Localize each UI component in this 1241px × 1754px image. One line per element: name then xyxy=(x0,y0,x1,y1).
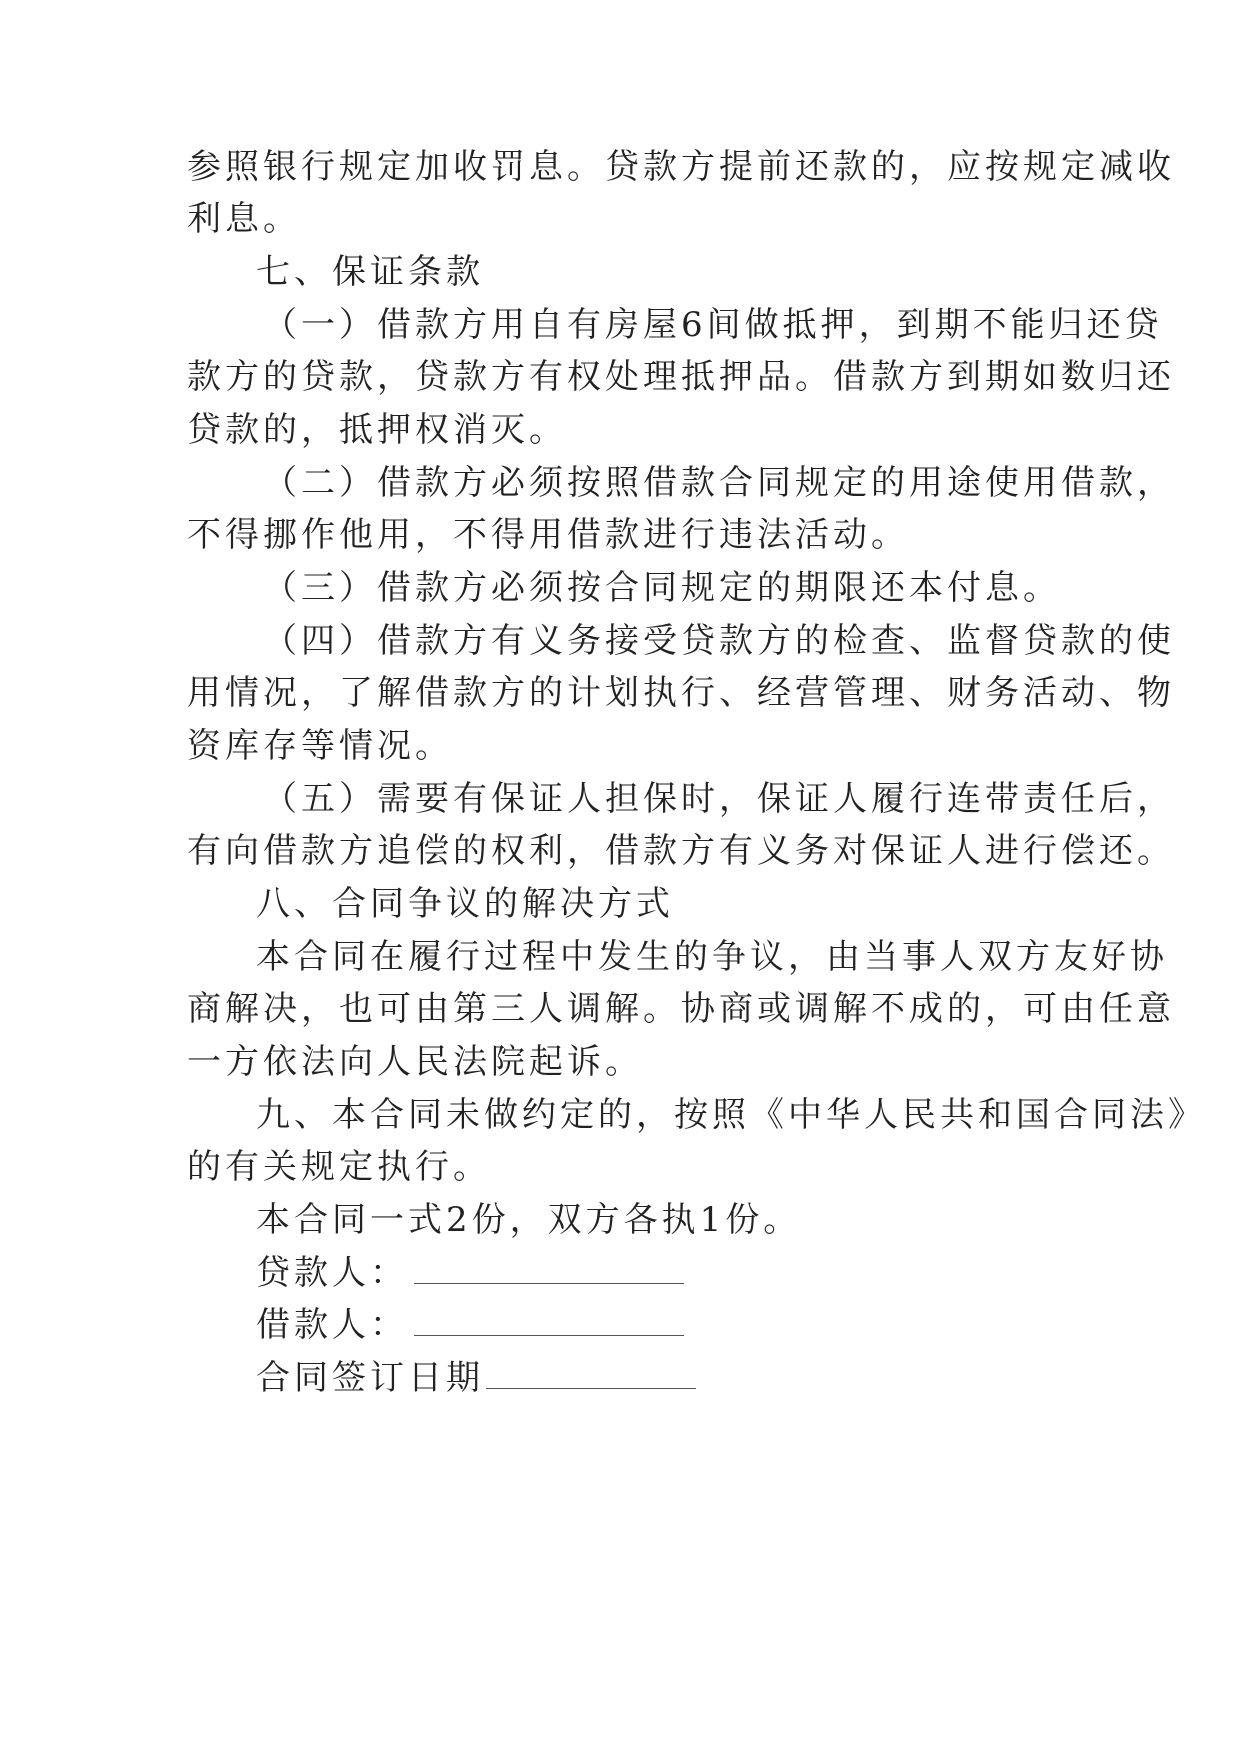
paragraph-line: 贷款的，抵押权消灭。 xyxy=(187,410,567,450)
lender-signature-line xyxy=(0,1253,1241,1293)
paragraph-line: （一）借款方用自有房屋6间做抵押，到期不能归还贷 xyxy=(263,305,1163,345)
paragraph-line: 参照银行规定加收罚息。贷款方提前还款的，应按规定减收 xyxy=(187,147,1175,187)
paragraph-line: 利息。 xyxy=(187,199,301,239)
borrower-label: 借款人： xyxy=(256,1305,408,1345)
section-heading-eight: 八、合同争议的解决方式 xyxy=(256,884,674,924)
paragraph-line: 款方的贷款，贷款方有权处理抵押品。借款方到期如数归还 xyxy=(187,357,1175,397)
paragraph-line: （三）借款方必须按合同规定的期限还本付息。 xyxy=(263,568,1061,608)
paragraph-line: 用情况，了解借款方的计划执行、经营管理、财务活动、物 xyxy=(187,673,1175,713)
borrower-signature-blank xyxy=(414,1329,684,1336)
paragraph-line: 有向借款方追偿的权利，借款方有义务对保证人进行偿还。 xyxy=(187,831,1175,871)
paragraph-line: （四）借款方有义务接受贷款方的检查、监督贷款的使 xyxy=(263,621,1175,661)
paragraph-line: 资库存等情况。 xyxy=(187,726,453,766)
lender-signature-blank xyxy=(414,1277,684,1284)
paragraph-line: 商解决，也可由第三人调解。协商或调解不成的，可由任意 xyxy=(187,989,1175,1029)
paragraph-line: 一方依法向人民法院起诉。 xyxy=(187,1042,643,1082)
signing-date-label: 合同签订日期 xyxy=(256,1358,484,1398)
paragraph-line: 的有关规定执行。 xyxy=(187,1147,491,1187)
signing-date-blank xyxy=(486,1382,696,1389)
borrower-signature-line xyxy=(0,1305,1241,1345)
lender-label: 贷款人： xyxy=(256,1253,408,1293)
section-heading-seven: 七、保证条款 xyxy=(256,252,484,292)
paragraph-line: （五）需要有保证人担保时，保证人履行连带责任后， xyxy=(263,779,1175,819)
paragraph-line: 不得挪作他用，不得用借款进行违法活动。 xyxy=(187,515,909,555)
signing-date-line xyxy=(0,1358,1241,1398)
paragraph-line: 本合同在履行过程中发生的争议，由当事人双方友好协 xyxy=(256,937,1168,977)
paragraph-line: 本合同一式2份，双方各执1份。 xyxy=(256,1200,802,1240)
section-heading-nine: 九、本合同未做约定的，按照《中华人民共和国合同法》 xyxy=(256,1095,1206,1135)
paragraph-line: （二）借款方必须按照借款合同规定的用途使用借款， xyxy=(263,463,1175,503)
